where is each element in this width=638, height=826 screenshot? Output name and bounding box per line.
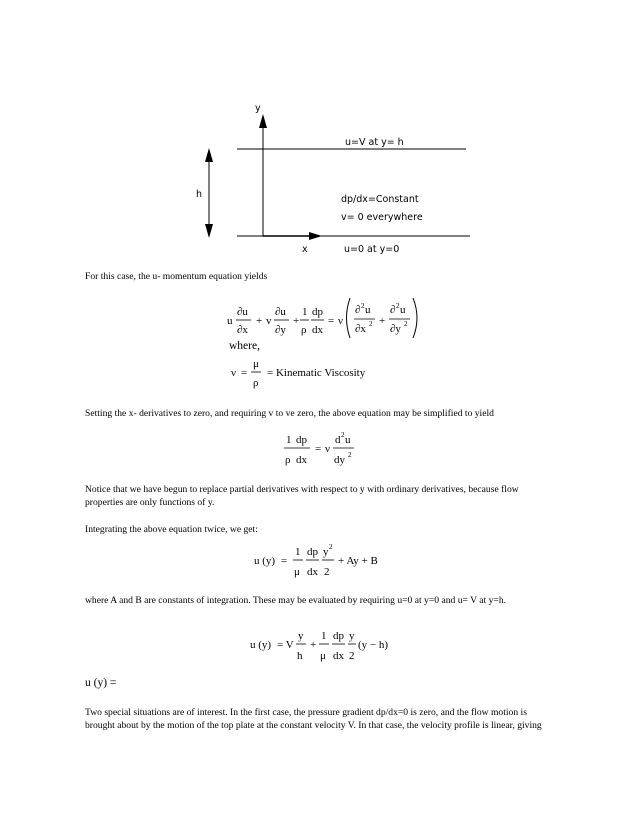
velocity-profile-equation (248, 624, 398, 668)
eq3-y: y (323, 546, 329, 558)
nu-mu: μ (253, 358, 259, 370)
eq3-sq: 2 (329, 543, 333, 551)
paragraph-5: where A and B are constants of integration. These may be evaluated by requiring u=0 at y=0 and u= V at y=h. (85, 595, 507, 606)
eq1-u2: u (400, 304, 406, 316)
nu-symbol: ν (231, 367, 236, 379)
paragraph-6: Two special situations are of interest. In the first case, the pressure gradient dp/dx=0 is zero, and the flow motion is brought about by the motion of the top plate at the constant velocity V. In that case, the velocity profile is linear, giving (85, 707, 542, 731)
bottom-plate-label: u=0 at y=0 (344, 244, 400, 255)
integrated-equation (252, 540, 392, 584)
eq3-one: 1 (295, 546, 301, 558)
viscosity-definition (229, 356, 389, 390)
eq1-sq-1: 2 (361, 302, 365, 310)
eq5-uy: u (y) = (85, 677, 117, 689)
eq2-sq-1: 2 (341, 431, 345, 439)
eq3-mu: μ (294, 566, 300, 578)
eq1-u: u (227, 315, 233, 327)
y-axis-arrowhead (259, 114, 267, 128)
eq4-y2: y (349, 630, 355, 642)
eq1-dx-den: ∂x (237, 324, 248, 336)
eq3-rest: + Ay + B (338, 555, 378, 567)
eq2-u: u (345, 434, 351, 446)
eq4-dx: dx (333, 650, 344, 662)
simplified-equation (282, 428, 372, 472)
eq1-equals: = (328, 315, 335, 327)
eq2-rho: ρ (285, 454, 291, 466)
eq4-two: 2 (349, 650, 355, 662)
eq4-uy: u (y) (250, 639, 272, 651)
paragraph-1: For this case, the u- momentum equation yields (85, 271, 268, 282)
height-label: h (196, 189, 203, 200)
eq3-equals: = (281, 555, 288, 567)
eq1-one: 1 (302, 306, 308, 318)
where-label: where, (229, 340, 260, 352)
eq1-dx3-den: ∂x (355, 323, 366, 335)
eq1-v: v (266, 315, 272, 327)
v-label: v= 0 everywhere (341, 212, 423, 223)
eq1-du2-num: ∂u (275, 306, 286, 318)
eq2-one: 1 (286, 434, 292, 446)
height-arrow-bottom (205, 224, 213, 238)
eq3-dp: dp (307, 546, 318, 558)
eq2-dx: dx (296, 454, 307, 466)
eq4-y: y (298, 630, 304, 642)
paragraph-3: Notice that we have begun to replace partial derivatives with respect to y with ordinary derivatives, because flow properties are only functions of y. (85, 484, 519, 508)
eq1-dy2-den: ∂y (390, 323, 401, 335)
y-axis-label: y (255, 103, 261, 114)
eq1-plus-2: + (293, 315, 300, 327)
eq1-dp: dp (312, 306, 323, 318)
eq2-nu: ν (325, 443, 330, 455)
eq1-dx2: dx (312, 324, 323, 336)
eq1-plus-3: + (379, 315, 386, 327)
eq2-d: d (335, 434, 341, 446)
eq1-sq-2: 2 (369, 320, 373, 328)
eq4-plus: + (310, 639, 317, 651)
nu-equals: = (241, 367, 248, 379)
eq1-sq-4: 2 (404, 320, 408, 328)
eq1-nu: ν (338, 315, 343, 327)
eq1-rho: ρ (301, 324, 307, 336)
height-arrow-top (205, 148, 213, 162)
paragraph-4: Integrating the above equation twice, we get: (85, 524, 258, 535)
eq4-paren: (y − h) (358, 639, 389, 651)
momentum-equation (225, 294, 425, 342)
eq1-du-num: ∂u (237, 306, 248, 318)
nu-rho: ρ (253, 377, 259, 389)
eq4-h: h (297, 650, 303, 662)
eq4-dp: dp (333, 630, 344, 642)
eq4-one: 1 (321, 630, 327, 642)
eq2-sq-2: 2 (348, 451, 352, 459)
eq1-d2u2-num: ∂ (390, 304, 396, 316)
eq3-two: 2 (324, 566, 330, 578)
x-axis-label: x (302, 244, 308, 255)
eq1-u1: u (365, 304, 371, 316)
channel-flow-diagram (0, 0, 638, 270)
eq1-sq-3: 2 (396, 302, 400, 310)
eq3-uy: u (y) (254, 555, 276, 567)
kinematic-viscosity-text: = Kinematic Viscosity (267, 367, 366, 379)
eq1-plus-1: + (256, 315, 263, 327)
pressure-label: dp/dx=Constant (341, 194, 419, 205)
paragraph-2: Setting the x- derivatives to zero, and requiring v to ve zero, the above equation may be simplified to yield (85, 408, 494, 419)
eq2-dp: dp (296, 434, 307, 446)
top-plate-label: u=V at y= h (345, 137, 404, 148)
eq1-d2u-num: ∂ (355, 304, 361, 316)
eq3-dx: dx (307, 566, 318, 578)
eq1-dy-den: ∂y (275, 324, 286, 336)
eq2-equals: = (315, 443, 322, 455)
eq2-dy: dy (334, 454, 345, 466)
eq4-mu: μ (320, 650, 326, 662)
eq4-equals-v: = V (277, 639, 294, 651)
x-axis-arrowhead (309, 232, 322, 240)
